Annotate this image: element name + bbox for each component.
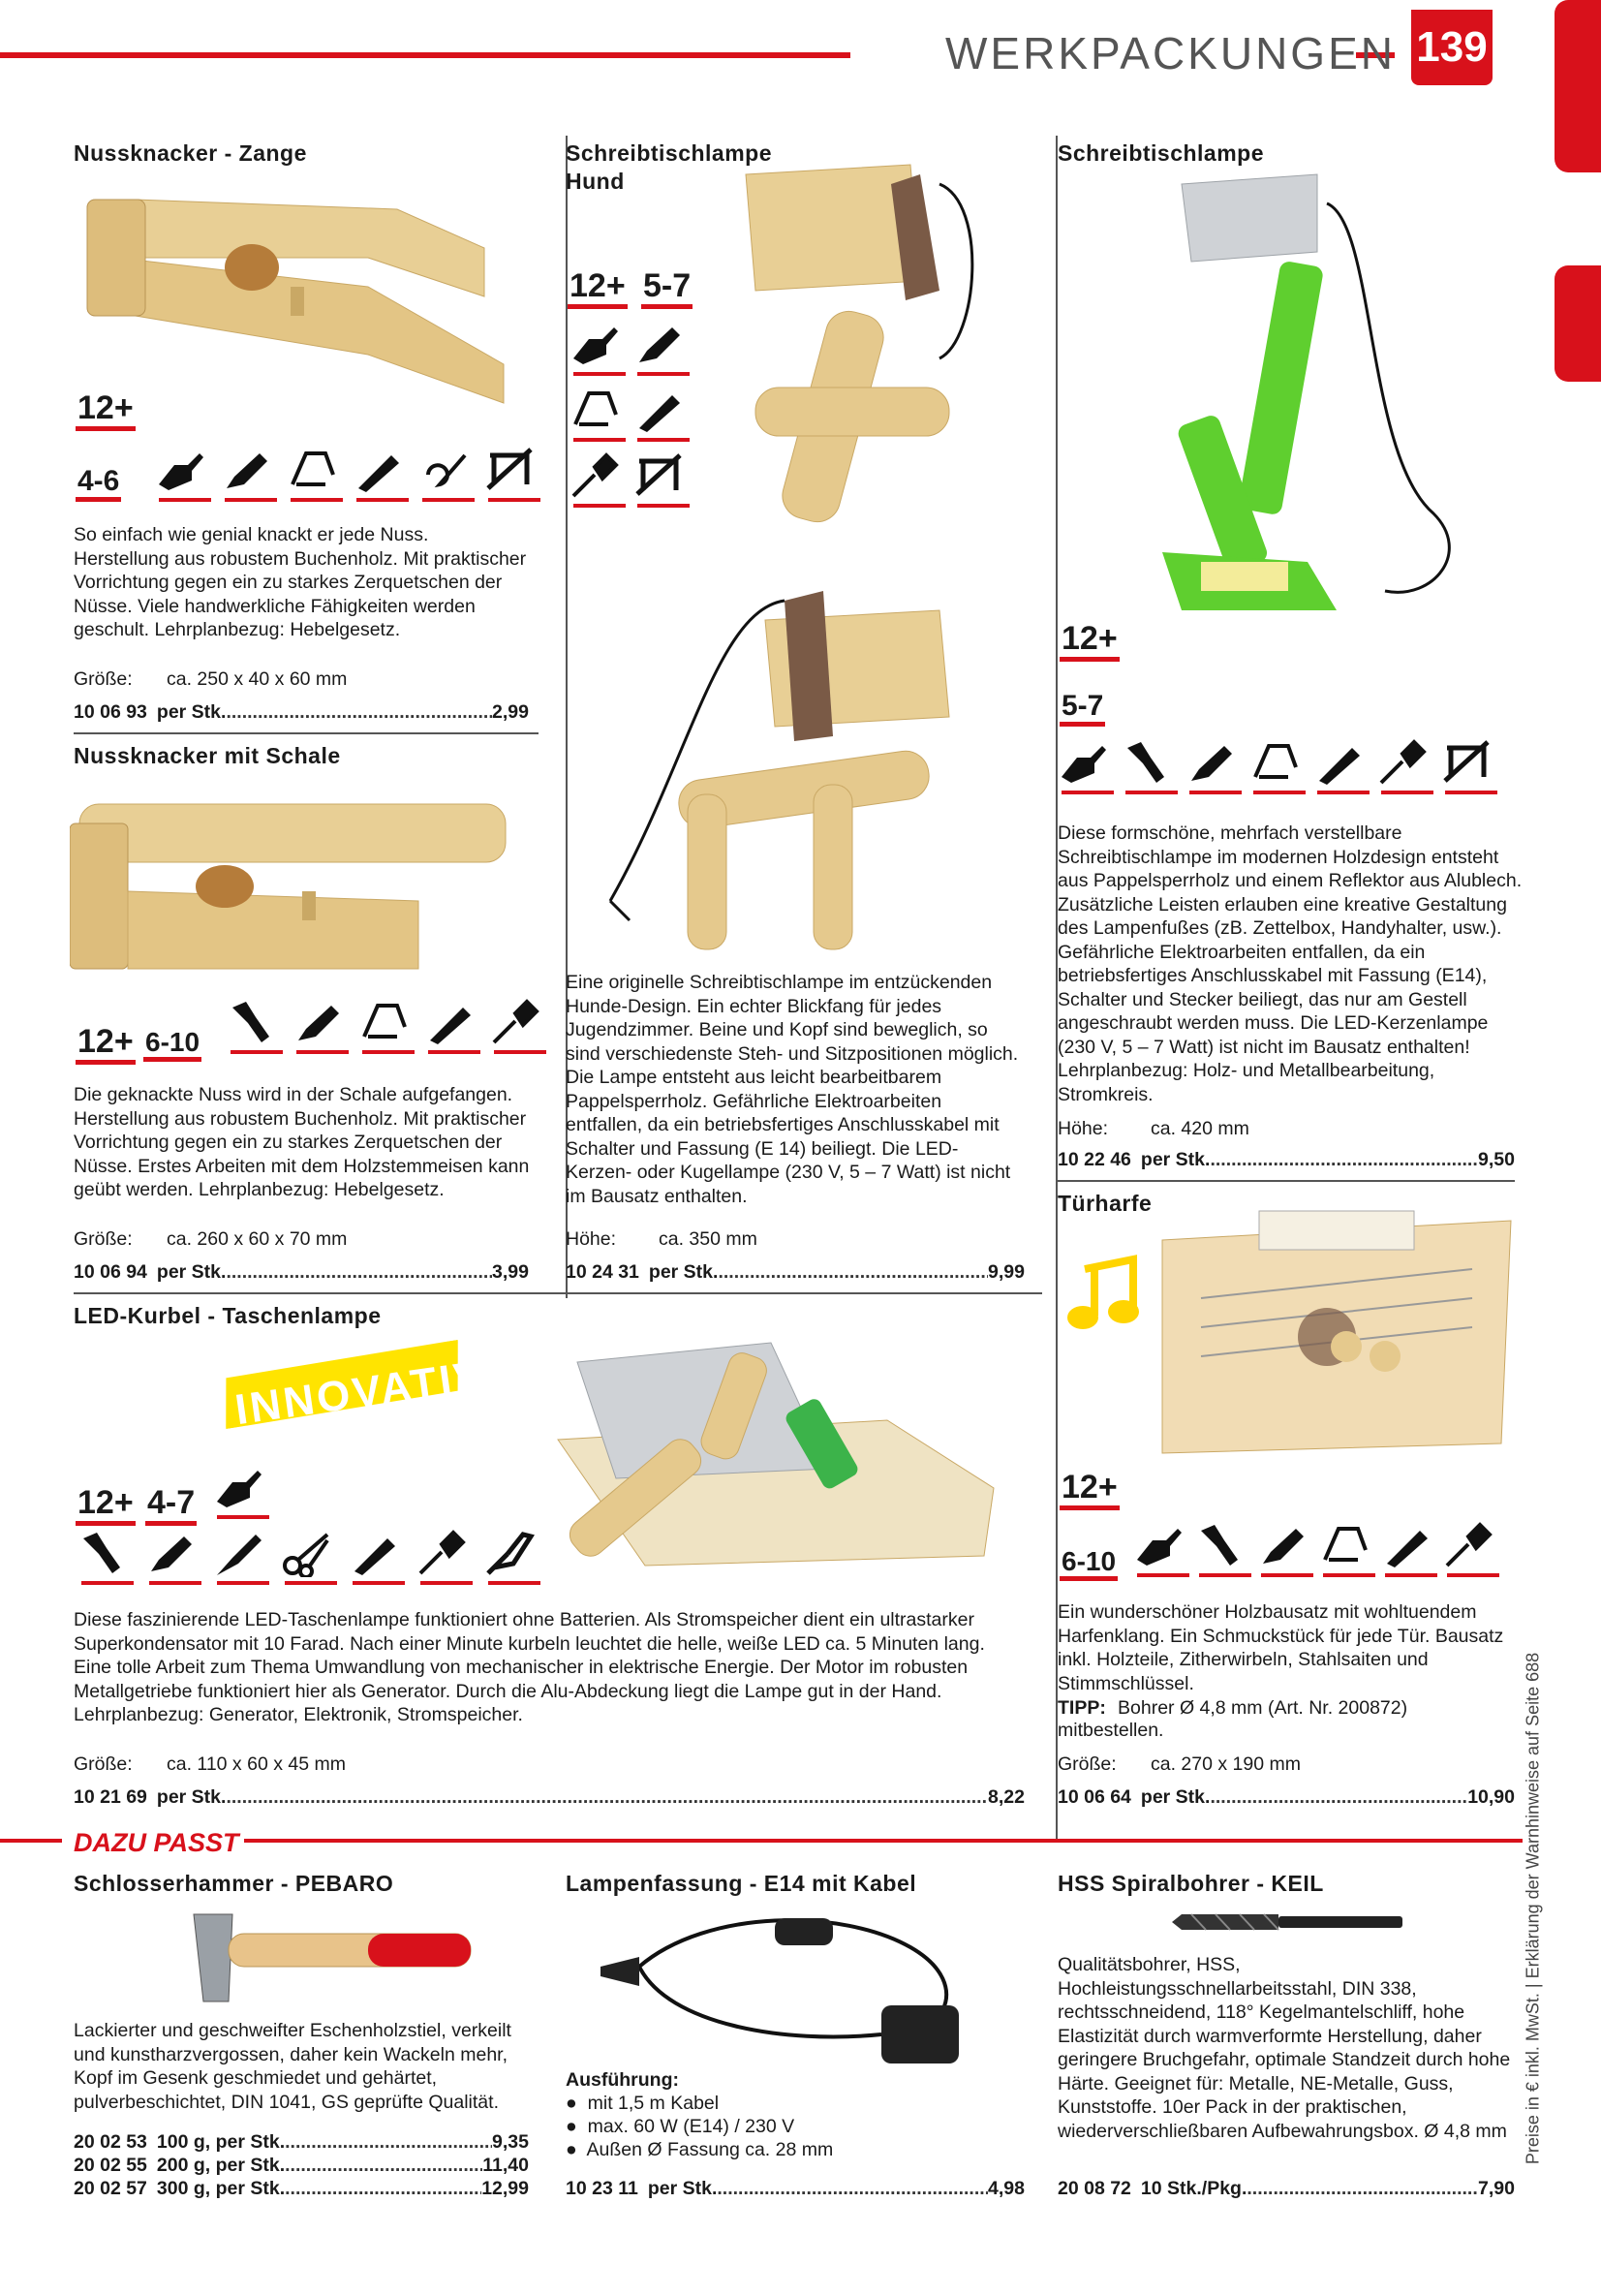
product-title: Schlosserhammer - PEBARO [74, 1871, 394, 1896]
product-description: Lackierter und geschweifter Eschenholzstiel, verkeilt und kunstharzvergossen, daher kein Wackeln mehr, Kopf im Gesenk geschmiedet und gehärtet, pulverbeschichtet, DIN 1041, GS geprüfte Qualität. [74, 2020, 511, 2113]
age-badge: 12+ [76, 1023, 136, 1061]
product-size: Höhe: ca. 420 mm [1058, 1118, 1249, 1139]
innovative-badge: INNOVATIV! [231, 1349, 506, 1435]
scissors-icon [281, 1529, 339, 1589]
drill-icon [1058, 738, 1116, 798]
duration-badge: 6-10 [1060, 1546, 1118, 1577]
duration-badge: 5-7 [641, 267, 693, 305]
saw-icon [570, 386, 628, 446]
tool-icons-row-2 [77, 1529, 542, 1589]
header-rule-left [0, 52, 850, 58]
screwdriver-icon [490, 998, 548, 1058]
product-title: Türharfe [1058, 1191, 1153, 1216]
product-size: Größe: ca. 270 x 190 mm [1058, 1753, 1301, 1775]
nutcracker-pliers-image [77, 190, 513, 422]
product-title: Lampenfassung - E14 mit Kabel [566, 1871, 917, 1896]
door-harp-image [1143, 1201, 1530, 1492]
dog-lamp-image-2 [571, 572, 978, 959]
file-icon [1313, 738, 1371, 798]
duration-badge: 5-7 [1060, 690, 1105, 723]
hammer-image [174, 1905, 484, 2011]
screwdriver-icon [1377, 738, 1435, 798]
saw-icon [358, 998, 416, 1058]
glue-icon [145, 1529, 203, 1589]
product-description: Qualitätsbohrer, HSS, Hochleistungsschnellarbeitsstahl, DIN 338, rechtsschneidend, 118° Kegelmantelschliff, hohe Elastizität durch warmverformte Herstellung, daher geringere Bruchgefahr, optimale Standzeit durch hohe Härte. Geeignet für: Metalle, NE-Metalle, Guss, Kunststoffe. 10er Pack in der praktischen, wiederverschließbaren Aufbewahrungsbox. Ø 4,8 mm [1058, 1954, 1511, 2142]
clamp-icon [1441, 738, 1499, 798]
price-line: 20 08 72 10 Stk./Pkg. ..... 7,90 [1058, 2178, 1515, 2200]
dog-lamp-image-1 [717, 145, 1007, 533]
chisel-icon [1122, 738, 1180, 798]
glue-icon [1257, 1521, 1315, 1581]
product-divider [74, 732, 539, 734]
clamp-icon [484, 446, 542, 506]
price-line: 20 02 55 200 g, per Stk. ..... 11,40 [74, 2155, 529, 2177]
product-title: Nussknacker mit Schale [74, 743, 341, 768]
product-size: Höhe: ca. 350 mm [566, 1228, 757, 1250]
saw-icon [287, 446, 345, 506]
product-title: LED-Kurbel - Taschenlampe [74, 1303, 382, 1328]
nutcracker-bowl-image [70, 785, 525, 978]
dazu-passt-heading: DAZU PASST [74, 1828, 239, 1857]
glue-icon [633, 320, 692, 380]
screwdriver-icon [416, 1529, 475, 1589]
product-size: Größe: ca. 250 x 40 x 60 mm [74, 668, 348, 690]
age-badge: 12+ [76, 389, 136, 427]
price-line: 10 23 11 per Stk. ..... 4,98 [566, 2178, 1025, 2200]
spiral-icon [418, 446, 477, 506]
file-icon [353, 446, 411, 506]
product-size: Größe: ca. 110 x 60 x 45 mm [74, 1753, 346, 1775]
product-title: Nussknacker - Zange [74, 140, 307, 166]
age-badge: 12+ [568, 267, 628, 305]
chisel-icon [227, 998, 285, 1058]
age-badge: 12+ [76, 1484, 136, 1522]
dazu-passt-rule-right [244, 1839, 1523, 1843]
price-line: 10 06 64 per Stk. ..... 10,90 [1058, 1786, 1515, 1809]
tool-icons [570, 320, 705, 512]
glue-icon [292, 998, 351, 1058]
drill-icon [1133, 1521, 1191, 1581]
duration-badge: 4-7 [145, 1484, 197, 1522]
product-title: Schreibtischlampe [1058, 140, 1265, 166]
pliers-icon [484, 1529, 542, 1589]
duration-badge: 6-10 [143, 1027, 201, 1058]
product-divider [1058, 1180, 1515, 1182]
file-icon [349, 1529, 407, 1589]
product-description: Diese faszinierende LED-Taschenlampe funktioniert ohne Batterien. Als Stromspeicher dient ein ultrastarker Superkondensator mit 10 Farad. Nach einer Minute kurbeln leuchtet die helle, weiße LED ca. 5 Minuten lang. Eine tolle Arbeit zum Thema Umwandlung von mechanischer in elektrische Energie. Der Motor im robusten Metallgetriebe funktioniert hier als Generator. Durch die Alu-Abdeckung liegt die Lampe gut in der Hand. Lehrplanbezug: Generator, Elektronik, Stromspeicher. [74, 1609, 985, 1725]
tool-icons [213, 1463, 271, 1523]
product-size: Größe: ca. 260 x 60 x 70 mm [74, 1228, 348, 1250]
lamp-socket-cable-image [591, 1908, 998, 2073]
price-line: 20 02 57 300 g, per Stk. ..... 12,99 [74, 2178, 529, 2200]
ausfuehrung-label: Ausführung: [566, 2069, 679, 2091]
product-tipp: TIPP: Bohrer Ø 4,8 mm (Art. Nr. 200872) mitbestellen. [1058, 1697, 1408, 1741]
duration-badge: 4-6 [76, 465, 121, 498]
glue-icon [1185, 738, 1244, 798]
chisel-icon [77, 1529, 136, 1589]
price-line: 10 22 46 per Stk. ..... 9,50 [1058, 1149, 1515, 1171]
drill-bit-image [1172, 1910, 1404, 1934]
dazu-passt-rule-left [0, 1839, 62, 1843]
tool-icons [1058, 738, 1499, 798]
price-line: 10 21 69 per Stk. ..... 8,22 [74, 1786, 1025, 1809]
file-icon [424, 998, 482, 1058]
price-line: 10 24 31 per Stk. ..... 9,99 [566, 1261, 1025, 1284]
drill-icon [570, 320, 628, 380]
product-description: Diese formschöne, mehrfach verstellbare Schreibtischlampe im modernen Holzdesign entsteht aus Pappelsperrholz und einem Reflektor aus Alublech. Zusätzliche Leisten erlauben eine kreative Gestaltung des Lampenfußes (zB. Zettelbox, Handyhalter, usw.). Gefährliche Elektroarbeiten entfallen, da ein betriebsfertiges Anschlusskabel mit Fassung (E14), Schalter und Stecker beiliegt, das nur am Gestell angeschraubt werden muss. Die LED-Kerzenlampe (230 V, 5 – 7 Watt) ist nicht im Bausatz enthalten! Lehrplanbezug: Holz- und Metallbearbeitung, Stromkreis. [1058, 822, 1523, 1105]
product-description: Eine originelle Schreibtischlampe im entzückenden Hunde-Design. Ein echter Blickfang für jedes Jugendzimmer. Beine und Kopf sind beweglich, so sind verschiedenste Steh- und Sitzpositionen möglich. Die Lampe entsteht aus leicht bearbeitbarem Pappelsperrholz. Gefährliche Elektroarbeiten entfallen, da ein betriebsfertiges Anschlusskabel mit Schalter und Fassung (E 14) beiliegt. Die LED-Kerzen- oder Kugellampe (230 V, 5 – 7 Watt) ist nicht im Bausatz enthalten. [566, 972, 1019, 1207]
product-description: Ein wunderschöner Holzbausatz mit wohltuendem Harfenklang. Ein Schmuckstück für jede Tür. Bausatz inkl. Holzteile, Zitherwirbeln, Stahlsaiten und Stimmschlüssel. [1058, 1601, 1504, 1694]
crank-flashlight-image [539, 1323, 1003, 1575]
tool-icons [1133, 1521, 1501, 1581]
clamp-icon [633, 451, 692, 512]
bullet-item: ● Außen Ø Fassung ca. 28 mm [566, 2139, 834, 2160]
file-icon [633, 386, 692, 446]
price-line: 10 06 93 per Stk. ..... 2,99 [74, 701, 529, 724]
age-badge: 12+ [1060, 620, 1120, 658]
soldering-iron-icon [213, 1529, 271, 1589]
drill-icon [213, 1463, 271, 1523]
file-icon [1381, 1521, 1439, 1581]
product-title: HSS Spiralbohrer - KEIL [1058, 1871, 1324, 1896]
tool-icons [227, 998, 548, 1058]
tool-icons [155, 446, 542, 506]
price-line: 20 02 53 100 g, per Stk. ..... 9,35 [74, 2131, 529, 2154]
section-title: WERKPACKUNGEN [945, 28, 1396, 78]
product-description: So einfach wie genial knackt er jede Nuss. Herstellung aus robustem Buchenholz. Mit praktischer Vorrichtung gegen ein zu starkes Zerquetschen der Nüsse. Viele handwerkliche Fähigkeiten werden geschult. Lehrplanbezug: Hebelgesetz. [74, 524, 527, 640]
glue-icon [221, 446, 279, 506]
price-line: 10 06 94 per Stk. ..... 3,99 [74, 1261, 529, 1284]
price-note: Preise in € inkl. MwSt. | Erklärung der Warnhinweise auf Seite 688 [1523, 1652, 1543, 2165]
page-number: 139 [1411, 10, 1493, 85]
saw-icon [1249, 738, 1308, 798]
desk-lamp-image [1143, 165, 1492, 668]
product-description: Die geknackte Nuss wird in der Schale aufgefangen. Herstellung aus robustem Buchenholz. Mit praktischer Vorrichtung gegen ein zu starkes Zerquetschen der Nüsse. Erstes Arbeiten mit dem Holzstemmeisen kann geübt werden. Lehrplanbezug: Hebelgesetz. [74, 1084, 530, 1200]
bullet-item: ● mit 1,5 m Kabel [566, 2093, 720, 2114]
age-badge: 12+ [1060, 1469, 1120, 1506]
screwdriver-icon [1443, 1521, 1501, 1581]
product-divider [74, 1292, 1042, 1294]
chapter-tab-upper [1555, 0, 1601, 172]
chapter-tab-lower [1555, 265, 1601, 382]
chisel-icon [1195, 1521, 1253, 1581]
drill-icon [155, 446, 213, 506]
bullet-item: ● max. 60 W (E14) / 230 V [566, 2116, 795, 2137]
saw-icon [1319, 1521, 1377, 1581]
screwdriver-icon [570, 451, 628, 512]
product-title: Schreibtischlampe Hund [566, 140, 773, 194]
